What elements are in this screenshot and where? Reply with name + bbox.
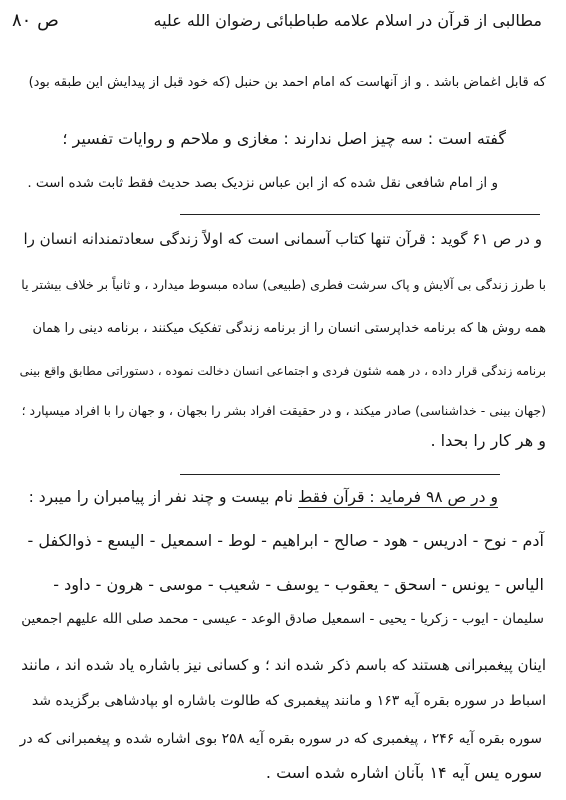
text-line: اسباط در سوره بقره آیه ۱۶۳ و مانند پیغمبری که طالوت باشاره او بپادشاهی برگزیده شد bbox=[31, 693, 546, 709]
text-line: گفته است : سه چیز اصل ندارند : مغازی و ملاحم و روایات تفسیر ؛ bbox=[62, 129, 506, 148]
section-divider bbox=[180, 214, 540, 215]
underline bbox=[298, 507, 498, 508]
text-line: و از امام شافعی نقل شده که از ابن عباس نزدیک بصد حدیث فقط ثابت شده است . bbox=[27, 175, 498, 191]
page-number: ص ۸۰ bbox=[12, 10, 59, 31]
text-line: اینان پیغمبرانی هستند که باسم ذکر شده اند ؛ و کسانی نیز باشاره یاد شده اند ، مانند bbox=[21, 656, 546, 674]
text-line: و در ص ۶۱ گوید : قرآن تنها کتاب آسمانی است که اولاً زندگی سعادتمندانه انسان را bbox=[23, 230, 542, 248]
text-line: که قابل اغماض باشد . و از آنهاست که امام احمد بن حنبل (که خود قبل از پیدایش این طبقه بود) bbox=[28, 75, 546, 90]
text-line: و در ص ۹۸ فرماید : قرآن فقط نام بیست و چند نفر از پیامبران را میبرد : bbox=[28, 488, 498, 506]
text-line: سوره یس آیه ۱۴ بآنان اشاره شده است . bbox=[265, 763, 542, 782]
prophets-line: الیاس - یونس - اسحق - یعقوب - یوسف - شعیب - موسی - هرون - داود - bbox=[53, 575, 544, 594]
text-line: و هر کار را بحدا . bbox=[430, 431, 546, 450]
text-line: با طرز زندگی بی آلایش و پاک سرشت فطری (طبیعی) ساده مبسوط میدارد ، و ثانیاً بر خلاف بیشتر یا bbox=[21, 277, 546, 292]
text-line: (جهان بینی - خداشناسی) صادر میکند ، و در حقیقت افراد بشر را بجهان ، و جهان را با افراد میسپارد ؛ bbox=[21, 403, 546, 418]
prophets-line: سلیمان - ایوب - زکریا - یحیی - اسمعیل صادق الوعد - عیسی - محمد صلی الله علیهم اجمعین bbox=[21, 611, 544, 627]
text-line: سوره بقره آیه ۲۴۶ ، پیغمبری که در سوره بقره آیه ۲۵۸ بوی اشاره شده و پیغمبرانی که در bbox=[19, 731, 542, 747]
prophets-line: آدم - نوح - ادریس - هود - صالح - ابراهیم - لوط - اسمعیل - الیسع - ذوالکفل - bbox=[27, 531, 544, 550]
text-line: همه روش ها که برنامه خداپرستی انسان را از برنامه زندگی تفکیک میکنند ، برنامه دینی را همان bbox=[32, 321, 546, 336]
text-line: برنامه زندگی قرار داده ، در همه شئون فردی و اجتماعی انسان دخالت نموده ، دستوراتی مطابق واقع بینی bbox=[19, 364, 546, 378]
section-divider bbox=[180, 474, 500, 475]
page-title: مطالبی از قرآن در اسلام علامه طباطبائی رضوان الله علیه bbox=[153, 11, 542, 30]
